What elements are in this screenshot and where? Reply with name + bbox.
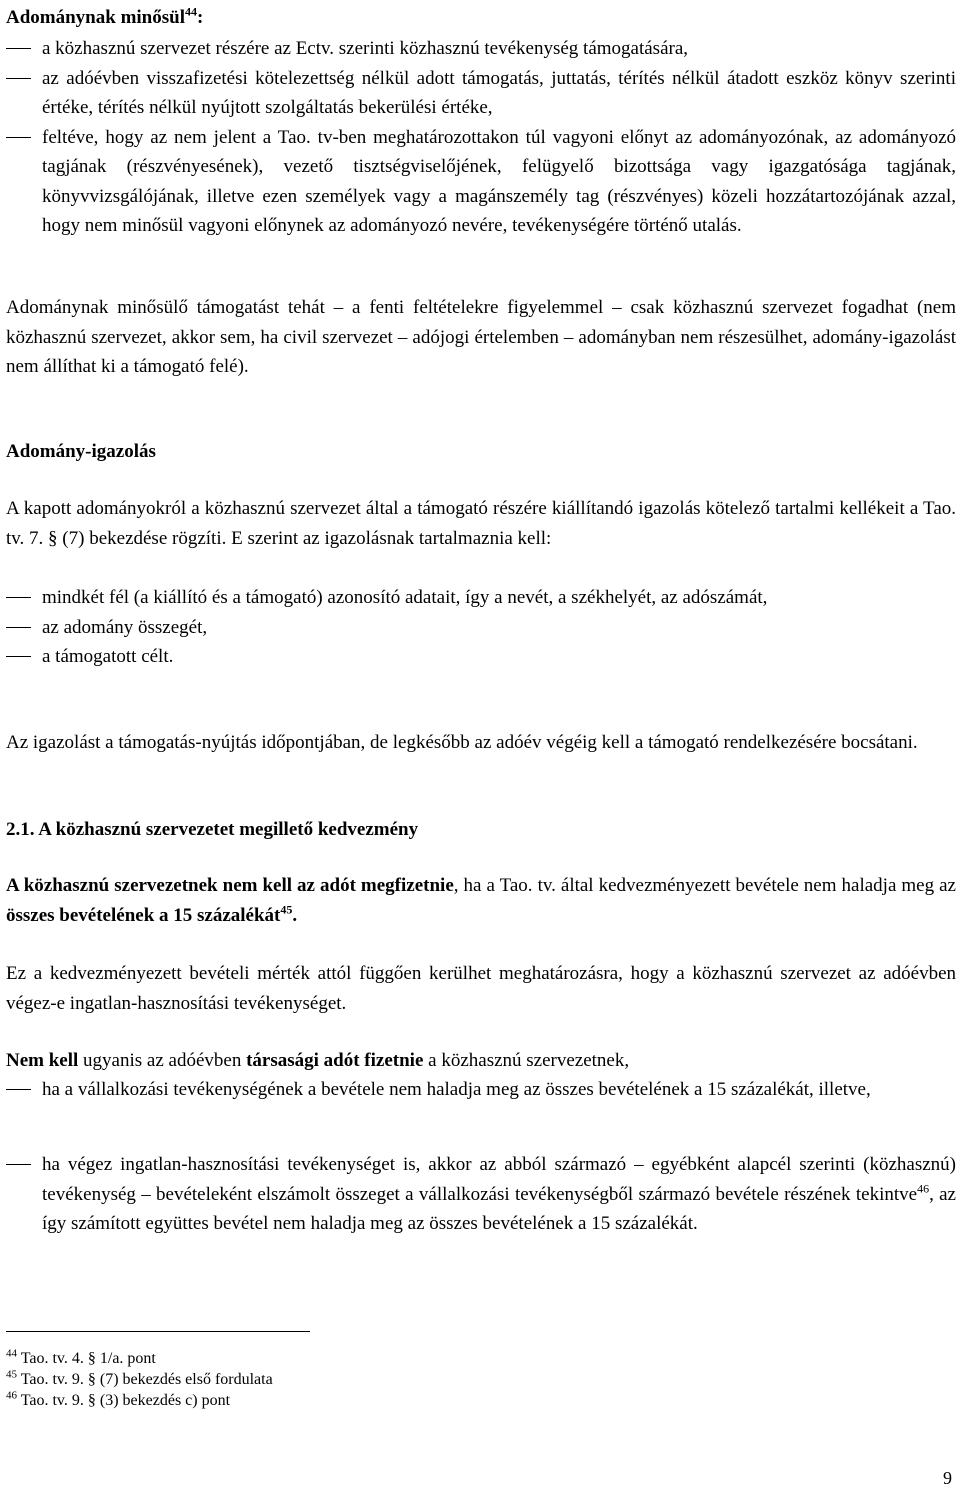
list-item: ha a vállalkozási tevékenységének a bevétele nem haladja meg az összes bevételének a 15 százalékát, illetve, (6, 1075, 956, 1105)
document-page (6, 0, 956, 1501)
list-conditions (6, 34, 956, 241)
dash-bullet (6, 78, 31, 79)
dash-bullet (6, 656, 31, 657)
list-item: ha végez ingatlan-hasznosítási tevékenységet is, akkor az abból származó ‒ egyébként alapcél szerinti (közhasznú) tevékenység ‒ bevételeként elszámolt összeget a vállalkozási tevékenységből származó bevétele részének tekintve$^{46}$, az így számított együttes bevétel nem haladja meg az összes bevételének a 15 százalékát. (6, 1150, 956, 1239)
paragraph-summary: Adománynak minősülő támogatást tehát ‒ a fenti feltételekre figyelemmel ‒ csak közhasznú szervezet fogadhat (nem közhasznú szervezet, akkor sem, ha civil szervezet ‒ adójogi értelemben ‒ adományban nem részesülhet, adomány-igazolást nem állíthat ki a támogató felé). (6, 297, 956, 377)
list-item: a közhasznú szervezet részére az Ectv. szerinti közhasznú tevékenység támogatására, (6, 34, 956, 64)
footnote-ref-46: 46 (917, 1181, 930, 1196)
footnote: $^{46}$ Tao. tv. 9. § (3) bekezdés c) pont (6, 1389, 231, 1409)
list-item: mindkét fél (a kiállító és a támogató) azonosító adatait, így a nevét, a székhelyét, az adószámát, (6, 583, 956, 613)
dash-bullet (6, 48, 31, 49)
footnote-separator (6, 1331, 310, 1332)
dash-bullet (6, 1164, 31, 1165)
footnote: $^{45}$ Tao. tv. 9. § (7) bekezdés első fordulata (6, 1368, 273, 1388)
page-number: 9 (943, 1468, 952, 1488)
dash-bullet (6, 627, 31, 628)
paragraph-deadline: Az igazolást a támogatás-nyújtás időpontjában, de legkésőbb az adóév végéig kell a támogató rendelkezésére bocsátani. (6, 732, 918, 753)
footnotes (6, 1348, 956, 1411)
dash-bullet (6, 597, 31, 598)
list-item: az adóévben visszafizetési kötelezettség nélkül adott támogatás, juttatás, térítés nélkül átadott eszköz könyv szerinti értéke, térítés nélkül nyújtott szolgáltatás bekerülési értéke, (6, 64, 956, 123)
paragraph-igazolas: A kapott adományokról a közhasznú szervezet által a támogató részére kiállítandó igazolás kötelező tartalmi kellékeit a Tao. tv. 7. § (7) bekezdése rögzíti. E szerint az igazolásnak tartalmaznia kell: (6, 498, 956, 549)
footnote: $^{44}$ Tao. tv. 4. § 1/a. pont (6, 1347, 156, 1367)
footnote-ref-45: 45 (280, 902, 293, 917)
list-item: a támogatott célt. (6, 642, 956, 672)
paragraph-kedvezmeny: A közhasznú szervezetnek nem kell az adót megfizetnie, ha a Tao. tv. által kedvezményezett bevétele nem haladja meg az összes bevételének a 15 százalékát$^{45}$. (6, 875, 956, 926)
heading-kedvezmeny: 2.1. A közhasznú szervezetet megillető kedvezmény (6, 819, 419, 840)
heading-adomany-igazolas: Adomány-igazolás (6, 441, 156, 462)
heading-adomanynak-minosul: Adománynak minősül$^{44}$: (6, 4, 204, 28)
dash-bullet (6, 137, 31, 138)
list-igazolas-content (6, 583, 956, 672)
paragraph-nem-kell: Nem kell ugyanis az adóévben társasági adót fizetnie a közhasznú szervezetnek, (6, 1050, 630, 1071)
paragraph-bevételi-mertek: Ez a kedvezményezett bevételi mérték attól függően kerülhet meghatározásra, hogy a közhasznú szervezet az adóévben végez-e ingatlan-hasznosítási tevékenységet. (6, 963, 956, 1014)
dash-bullet (6, 1089, 31, 1090)
list-item: az adomány összegét, (6, 613, 956, 643)
footnote-ref-44: 44 (184, 4, 197, 19)
list-item: feltéve, hogy az nem jelent a Tao. tv-ben meghatározottakon túl vagyoni előnyt az adományozónak, az adományozó tagjának (részvényesének), vezető tisztségviselőjének, felügyelő bizottsága vagy igazgatósága tagjának, könyvvizsgálójának, illetve ezen személyek vagy a magánszemély tag (részvényes) közeli hozzátartozójának azzal, hogy nem minősül vagyoni előnynek az adományozó nevére, tevékenységére történő utalás. (6, 123, 956, 241)
